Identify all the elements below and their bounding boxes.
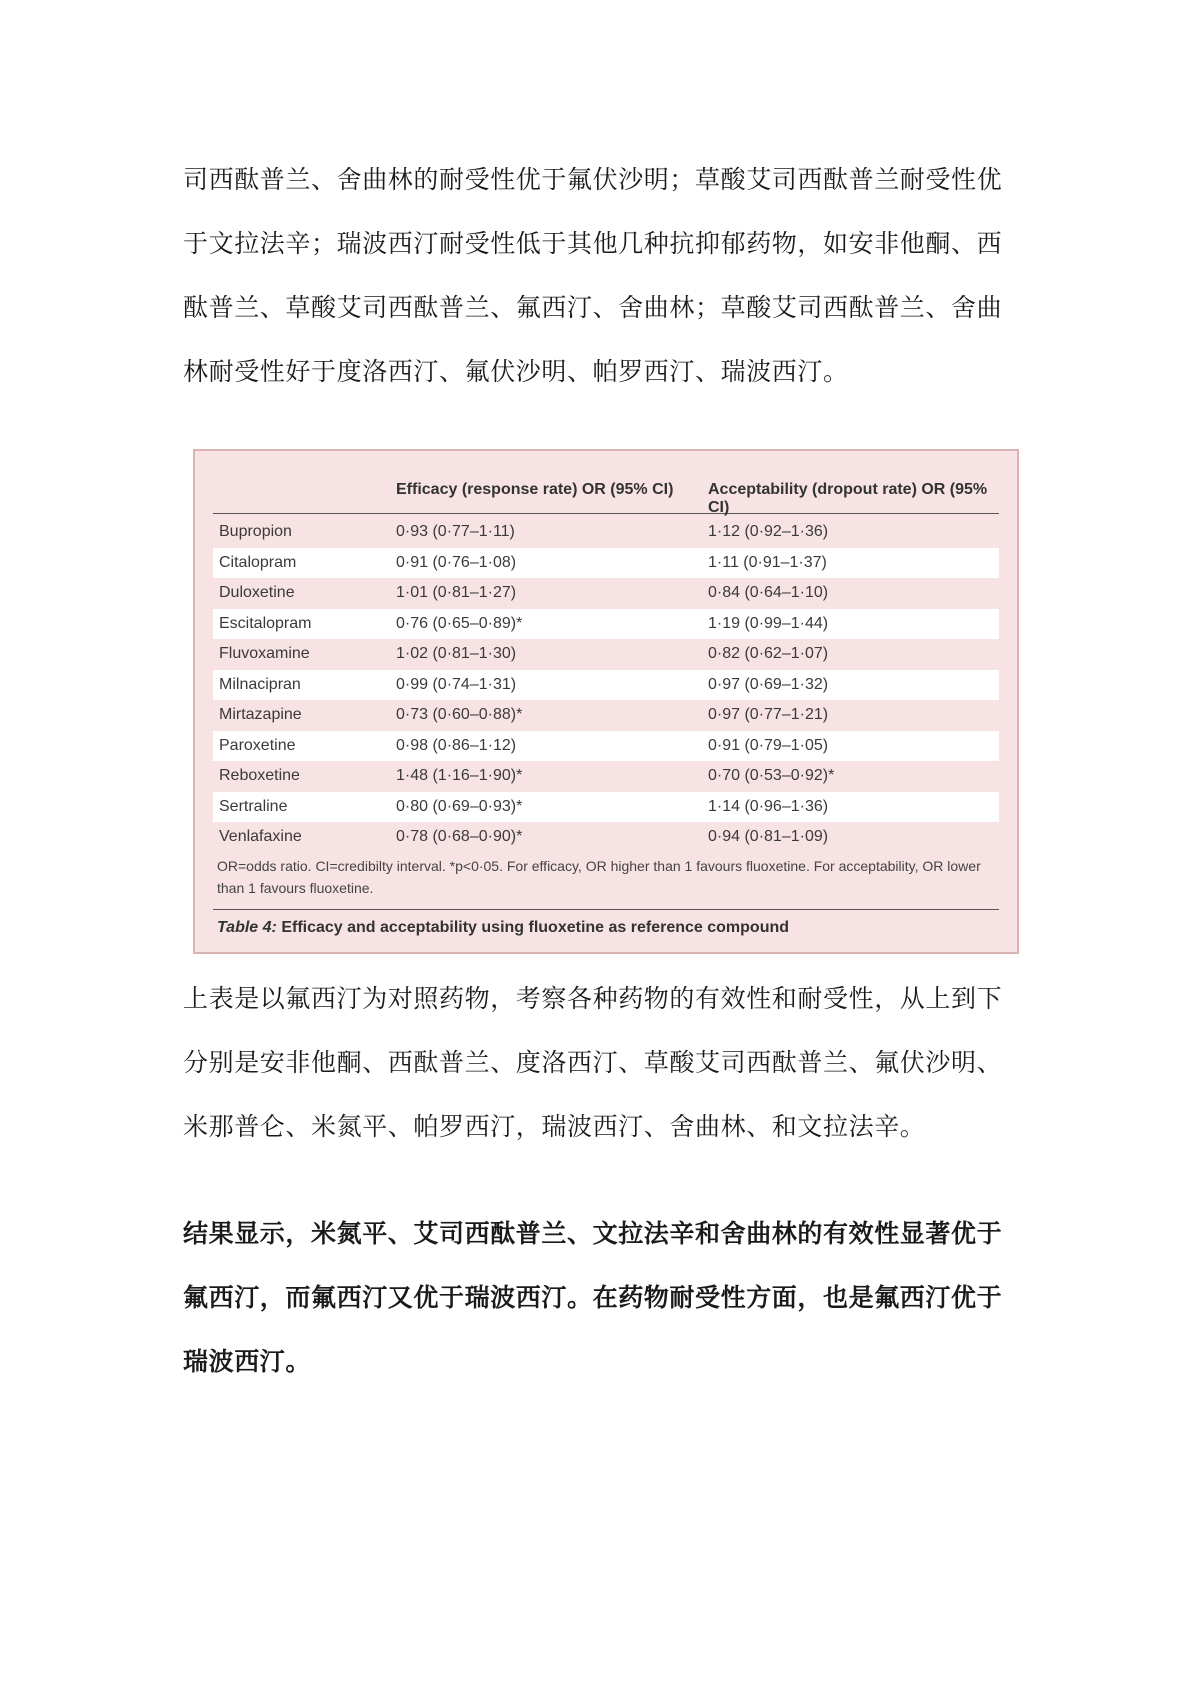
efficacy-value: 1·48 (1·16–1·90)* [396,767,523,784]
efficacy-value: 0·99 (0·74–1·31) [396,675,517,693]
table-row [213,609,999,640]
table-row [213,761,999,792]
acceptability-value: 1·14 (0·96–1·36) [708,797,829,815]
acceptability-value: 0·82 (0·62–1·07) [708,645,829,662]
acceptability-value: 1·12 (0·92–1·36) [708,523,829,540]
efficacy-value: 0·98 (0·86–1·12) [396,736,517,754]
drug-name: Venlafaxine [219,828,302,845]
paragraph-table-explanation: 上表是以氟西汀为对照药物，考察各种药物的有效性和耐受性，从上到下分别是安非他酮、西酞普兰、度洛西汀、草酸艾司西酞普兰、氟伏沙明、米那普仑、米氮平、帕罗西汀，瑞波西汀、舍曲林、和文拉法辛。 [183,984,1003,1141]
table-row [213,731,999,762]
paragraph-conclusion: 结果显示，米氮平、艾司西酞普兰、文拉法辛和舍曲林的有效性显著优于氟西汀，而氟西汀又优于瑞波西汀。在药物耐受性方面，也是氟西汀优于瑞波西汀。 [183,1219,1003,1376]
efficacy-value: 0·78 (0·68–0·90)* [396,828,523,845]
efficacy-value: 0·76 (0·65–0·89)* [396,614,523,632]
caption-divider [213,909,999,910]
caption-text: Efficacy and acceptability using fluoxetine as reference compound [276,919,790,936]
drug-name: Fluvoxamine [219,645,310,662]
efficacy-value: 0·93 (0·77–1·11) [396,523,515,540]
efficacy-value: 1·01 (0·81–1·27) [396,584,517,601]
acceptability-value: 0·94 (0·81–1·09) [708,828,829,845]
acceptability-value: 0·97 (0·69–1·32) [708,675,829,693]
paragraph-tolerability: 司西酞普兰、舍曲林的耐受性优于氟伏沙明；草酸艾司西酞普兰耐受性优于文拉法辛；瑞波西汀耐受性低于其他几种抗抑郁药物，如安非他酮、西酞普兰、草酸艾司西酞普兰、氟西汀、舍曲林；草酸艾司西酞普兰、舍曲林耐受性好于度洛西汀、氟伏沙明、帕罗西汀、瑞波西汀。 [183,165,1003,386]
drug-name: Paroxetine [219,736,296,754]
table-body [213,517,999,853]
table-row [213,822,999,853]
table-figure [193,449,1019,954]
drug-name: Sertraline [219,797,288,815]
efficacy-value: 0·80 (0·69–0·93)* [396,797,523,815]
table-footnote: OR=odds ratio. CI=credibilty interval. *p<0·05. For efficacy, OR higher than 1 favours fluoxetine. For acceptability, OR lower than 1 favours fluoxetine. [217,858,981,896]
caption-tag: Table 4: [217,919,277,936]
efficacy-value: 1·02 (0·81–1·30) [396,645,517,662]
acceptability-value: 0·97 (0·77–1·21) [708,706,829,723]
drug-name: Mirtazapine [219,706,302,723]
table-caption [217,919,789,937]
acceptability-value: 0·70 (0·53–0·92)* [708,767,835,784]
drug-name: Milnacipran [219,675,301,693]
header-efficacy: Efficacy (response rate) OR (95% CI) [396,481,674,498]
drug-name: Citalopram [219,553,297,571]
table-row [213,670,999,701]
drug-name: Escitalopram [219,614,312,632]
table-row [213,639,999,670]
drug-name: Reboxetine [219,767,300,784]
table-row [213,548,999,579]
acceptability-value: 0·91 (0·79–1·05) [708,736,829,754]
drug-name: Duloxetine [219,584,295,601]
efficacy-value: 0·91 (0·76–1·08) [396,553,517,571]
acceptability-value: 1·19 (0·99–1·44) [708,614,829,632]
table-row [213,578,999,609]
table-row [213,700,999,731]
table-header [213,469,999,514]
efficacy-value: 0·73 (0·60–0·88)* [396,706,523,723]
header-acceptability: Acceptability (dropout rate) OR (95% CI) [708,481,988,516]
acceptability-value: 0·84 (0·64–1·10) [708,584,829,601]
drug-name: Bupropion [219,523,292,540]
acceptability-value: 1·11 (0·91–1·37) [708,553,827,571]
table-row [213,792,999,823]
table-row [213,517,999,548]
